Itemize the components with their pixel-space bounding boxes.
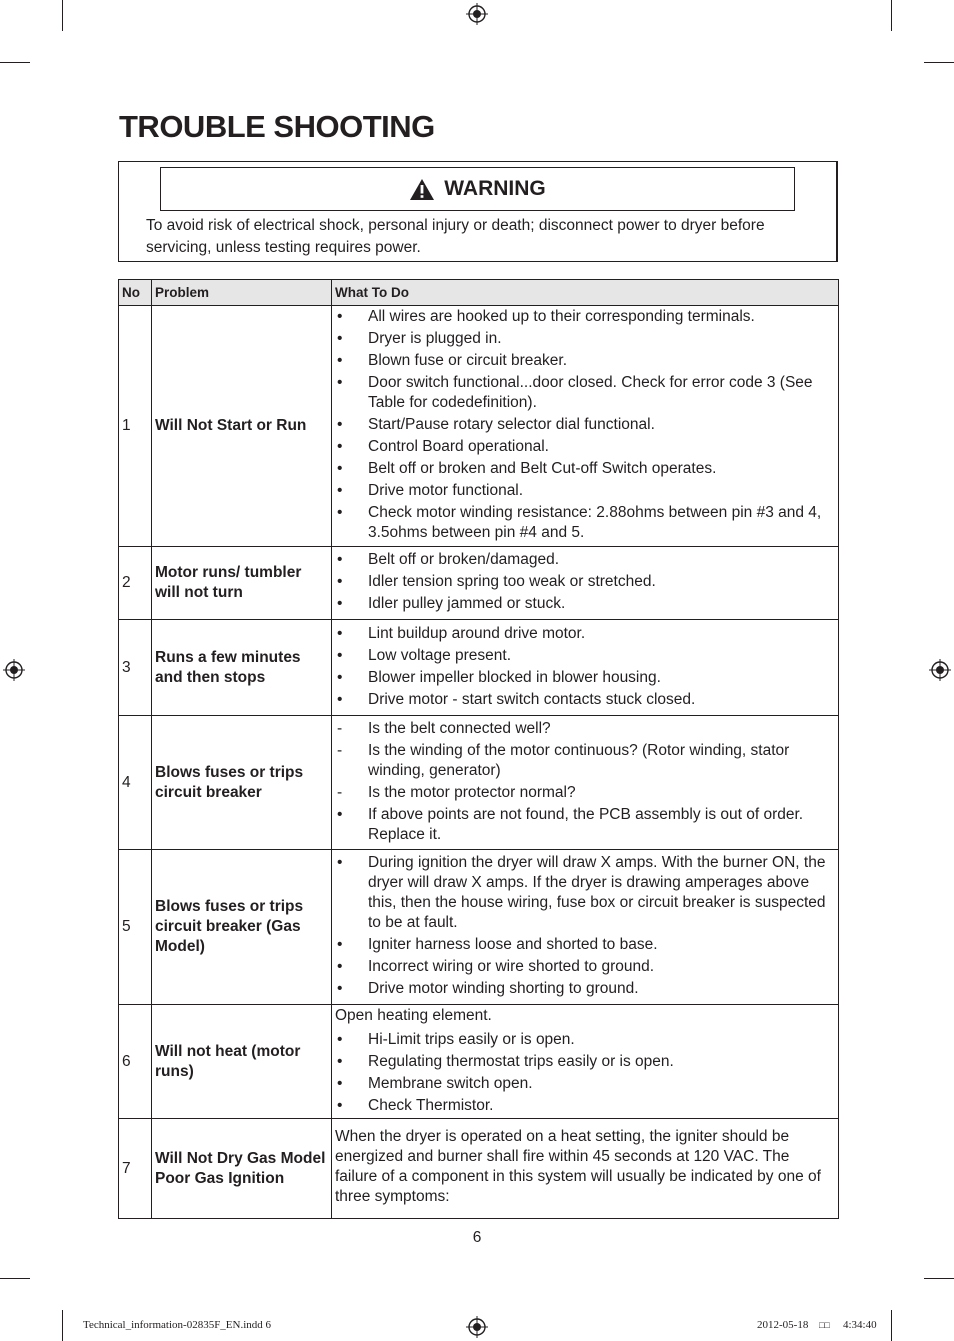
row-lead-text: When the dryer is operated on a heat setting, the igniter should be energized and burner shall fire within 45 seconds at 120 VAC. The failure of a component in this system will usually be indicated by one of three symptoms: <box>335 1127 821 1205</box>
list-item <box>335 415 835 435</box>
table-row <box>119 850 839 1005</box>
list-item <box>335 550 835 570</box>
row-what-to-do <box>332 716 839 850</box>
list-item <box>335 957 835 977</box>
warning-triangle-icon <box>409 178 435 201</box>
footer-file: Technical_information-02835F_EN.indd 6 <box>83 1319 272 1331</box>
list-marker: • <box>337 1030 343 1048</box>
list-item-text: Lint buildup around drive motor. <box>368 624 586 642</box>
list-item-text: Idler tension spring too weak or stretched. <box>368 573 656 590</box>
action-list <box>335 550 835 614</box>
list-item <box>335 351 835 371</box>
table-row <box>119 306 839 547</box>
list-item-text: Is the belt connected well? <box>368 719 551 737</box>
list-item <box>335 979 835 999</box>
list-item <box>335 1052 835 1072</box>
list-item-text: Incorrect wiring or wire shorted to ground. <box>368 958 655 975</box>
list-item <box>335 1074 835 1094</box>
list-marker: • <box>337 416 343 433</box>
crop-mark <box>0 1278 30 1279</box>
row-lead-text: Open heating element. <box>335 1006 492 1024</box>
crop-mark <box>924 62 954 63</box>
list-item <box>335 572 835 592</box>
list-item-text: Belt off or broken and Belt Cut-off Switch operates. <box>368 460 717 477</box>
list-item <box>335 668 835 688</box>
warning-text: To avoid risk of electrical shock, personal injury or death; disconnect power to dryer before servicing, unless testing requires power. <box>146 217 765 256</box>
list-marker: • <box>337 374 343 391</box>
table-row <box>119 547 839 620</box>
list-item <box>335 594 835 614</box>
list-item-text: Drive motor functional. <box>368 482 524 499</box>
list-item <box>335 741 835 781</box>
row-problem: Blows fuses or trips circuit breaker <box>152 716 332 850</box>
row-number: 5 <box>119 850 152 1005</box>
action-list <box>335 853 835 999</box>
list-item-text: Dryer is plugged in. <box>368 330 502 347</box>
list-item-text: Is the winding of the motor continuous? (Rotor winding, stator winding, generator) <box>368 741 790 779</box>
list-marker: • <box>337 482 343 499</box>
list-item-text: Blown fuse or circuit breaker. <box>368 352 568 369</box>
row-number: 4 <box>119 716 152 850</box>
list-marker: • <box>337 330 343 347</box>
list-item <box>335 783 835 803</box>
crop-mark <box>924 1278 954 1279</box>
warning-box <box>118 161 838 262</box>
list-item-text: Blower impeller blocked in blower housing. <box>368 668 661 686</box>
list-item-text: Drive motor winding shorting to ground. <box>368 980 639 997</box>
list-item-text: Check motor winding resistance: 2.88ohms between pin #3 and 4, 3.5ohms between pin #4 and 5. <box>368 504 822 541</box>
list-marker: - <box>337 719 343 737</box>
list-item <box>335 329 835 349</box>
list-item-text: Regulating thermostat trips easily or is open. <box>368 1052 674 1070</box>
list-marker: • <box>337 504 343 521</box>
action-list <box>335 719 835 845</box>
list-item-text: Hi-Limit trips easily or is open. <box>368 1030 575 1048</box>
trouble-table <box>118 279 839 1219</box>
crop-mark <box>891 0 892 31</box>
list-marker: • <box>337 646 343 664</box>
header-no: No <box>119 280 152 306</box>
list-item <box>335 503 835 543</box>
action-list <box>335 1030 835 1116</box>
list-item-text: Control Board operational. <box>368 438 549 455</box>
list-item-text: If above points are not found, the PCB assembly is out of order. Replace it. <box>368 805 804 843</box>
list-marker: • <box>337 308 343 325</box>
registration-mark-icon <box>466 1316 488 1338</box>
list-item <box>335 373 835 413</box>
list-item-text: Membrane switch open. <box>368 1074 533 1092</box>
row-number: 6 <box>119 1005 152 1119</box>
header-what-to-do: What To Do <box>332 280 839 306</box>
action-list <box>335 624 835 710</box>
row-problem: Blows fuses or trips circuit breaker (Gas Model) <box>152 850 332 1005</box>
list-marker: • <box>337 551 343 568</box>
list-marker: • <box>337 1096 343 1114</box>
table-row <box>119 1005 839 1119</box>
crop-mark <box>62 0 63 31</box>
registration-mark-icon <box>929 659 951 681</box>
table-row <box>119 620 839 716</box>
row-problem: Will not heat (motor runs) <box>152 1005 332 1119</box>
list-item-text: All wires are hooked up to their corresponding terminals. <box>368 308 755 325</box>
row-what-to-do <box>332 306 839 547</box>
table-row <box>119 716 839 850</box>
list-item <box>335 935 835 955</box>
list-item-text: Drive motor - start switch contacts stuck closed. <box>368 690 696 708</box>
list-item-text: Is the motor protector normal? <box>368 783 576 801</box>
list-marker: • <box>337 352 343 369</box>
row-what-to-do <box>332 620 839 716</box>
header-problem: Problem <box>152 280 332 306</box>
list-item-text: During ignition the dryer will draw X amps. With the burner ON, the dryer will draw X amps. If the dryer is drawing amperages above this, then the house wiring, fuse box or circuit breaker is suspected to be at fault. <box>368 854 826 931</box>
action-list <box>335 307 835 543</box>
list-marker: • <box>337 668 343 686</box>
row-number: 7 <box>119 1119 152 1219</box>
list-marker: • <box>337 936 343 953</box>
row-what-to-do <box>332 547 839 620</box>
list-marker: • <box>337 624 343 642</box>
list-marker: • <box>337 1052 343 1070</box>
list-marker: • <box>337 805 343 823</box>
row-problem: Will Not Start or Run <box>152 306 332 547</box>
row-number: 2 <box>119 547 152 620</box>
table-row <box>119 1119 839 1219</box>
list-marker: • <box>337 573 343 590</box>
list-item <box>335 1096 835 1116</box>
list-marker: • <box>337 690 343 708</box>
page-title: TROUBLE SHOOTING <box>119 109 435 144</box>
list-marker: - <box>337 783 343 801</box>
list-item <box>335 481 835 501</box>
list-item <box>335 624 835 644</box>
list-item-text: Door switch functional...door closed. Check for error code 3 (See Table for codedefinition). <box>368 374 813 411</box>
list-marker: - <box>337 741 343 759</box>
list-marker: • <box>337 595 343 612</box>
list-item-text: Belt off or broken/damaged. <box>368 551 560 568</box>
table-header-row <box>119 280 839 306</box>
row-problem: Will Not Dry Gas Model Poor Gas Ignition <box>152 1119 332 1219</box>
registration-mark-icon <box>466 3 488 25</box>
warning-label: WARNING <box>444 177 546 200</box>
list-marker: • <box>337 958 343 975</box>
list-item-text: Low voltage present. <box>368 646 512 664</box>
row-problem: Runs a few minutes and then stops <box>152 620 332 716</box>
list-marker: • <box>337 460 343 477</box>
list-marker: • <box>337 980 343 997</box>
list-item <box>335 646 835 666</box>
warning-header <box>160 167 795 211</box>
list-item <box>335 1030 835 1050</box>
row-what-to-do <box>332 850 839 1005</box>
list-item <box>335 307 835 327</box>
list-item-text: Idler pulley jammed or stuck. <box>368 595 566 612</box>
registration-mark-icon <box>3 659 25 681</box>
list-item <box>335 805 835 845</box>
list-marker: • <box>337 438 343 455</box>
page-number: 6 <box>472 1229 482 1246</box>
list-item-text: Check Thermistor. <box>368 1096 494 1114</box>
list-item <box>335 719 835 739</box>
list-item <box>335 690 835 710</box>
footer-date: 2012-05-18 <box>757 1319 809 1331</box>
row-number: 1 <box>119 306 152 547</box>
list-item-text: Igniter harness loose and shorted to base. <box>368 936 658 953</box>
crop-mark <box>62 1310 63 1341</box>
list-item <box>335 437 835 457</box>
footer-time-glyphs: □□ <box>819 1320 830 1330</box>
row-what-to-do <box>332 1119 839 1219</box>
list-marker: • <box>337 1074 343 1092</box>
row-what-to-do <box>332 1005 839 1119</box>
list-item-text: Start/Pause rotary selector dial functional. <box>368 416 655 433</box>
list-item <box>335 853 835 933</box>
list-marker: • <box>337 854 343 871</box>
list-item <box>335 459 835 479</box>
row-problem: Motor runs/ tumbler will not turn <box>152 547 332 620</box>
row-number: 3 <box>119 620 152 716</box>
crop-mark <box>891 1310 892 1341</box>
footer-time: 4:34:40 <box>843 1319 877 1331</box>
crop-mark <box>0 62 30 63</box>
